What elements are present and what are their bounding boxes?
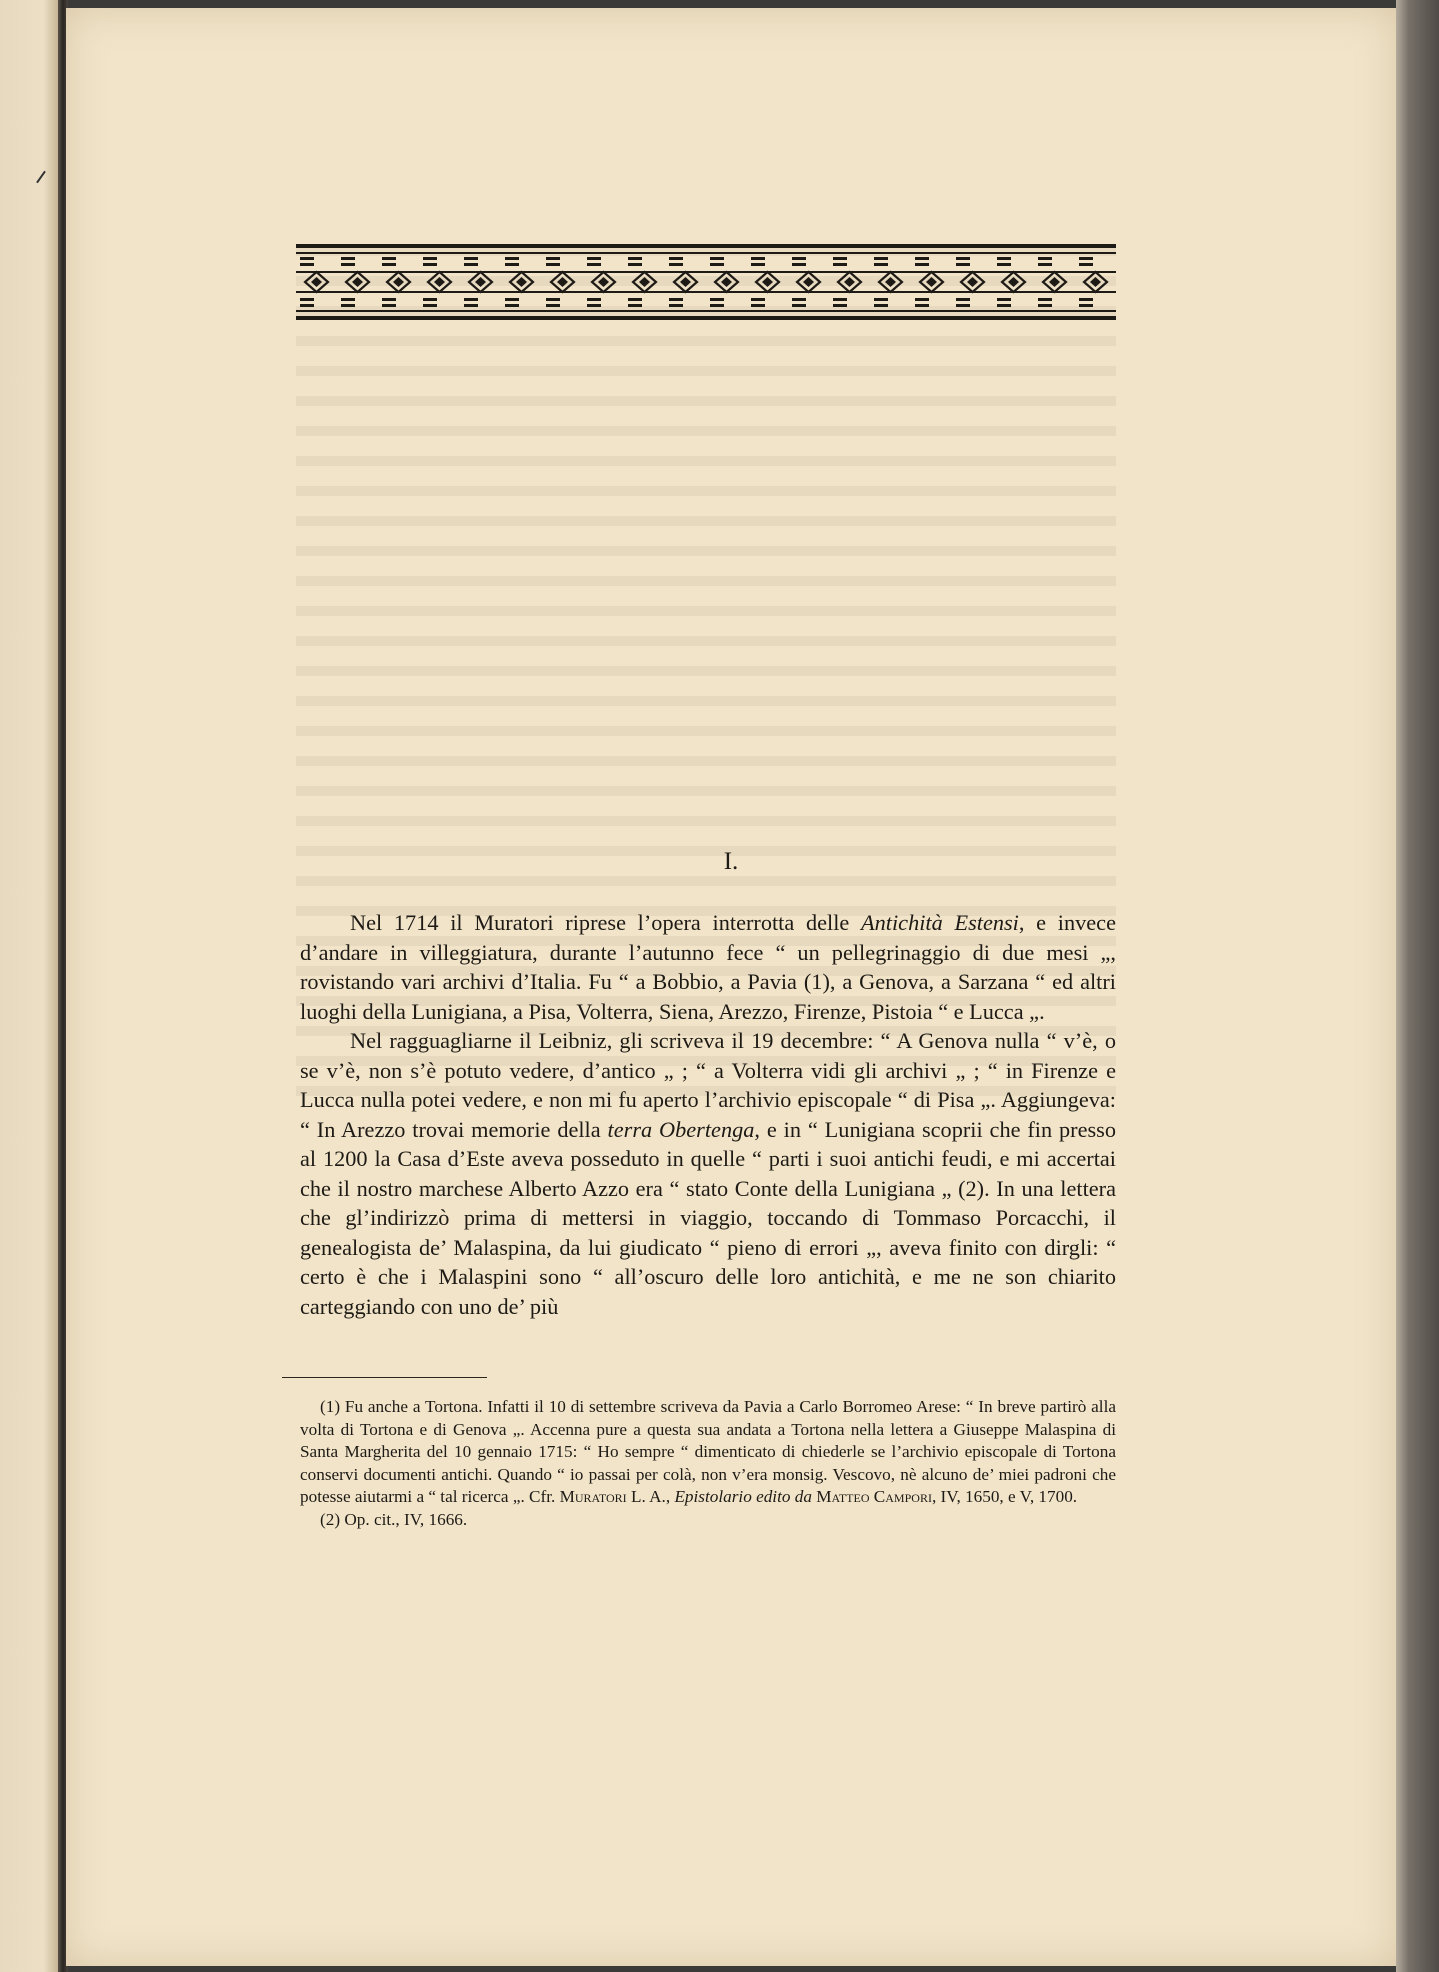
text-run: , e invece d’andare in villeggiatura, durante l’autunno fece “ un pellegrinaggio di due mesi „, rovistando vari archivi d’Italia. Fu “ a Bobbio, a Pavia (1), a Genova, a Sarzana “ ed altri luoghi della Lunigiana, a Pisa, Volterra, Siena, Arezzo, Firenze, Pistoia “ e Lucca „. <box>300 910 1116 1024</box>
paragraph <box>300 1026 1116 1321</box>
text-run: , e in “ Lunigiana scoprii che fin presso al 1200 la Casa d’Este aveva posseduto in quelle “ parti i suoi antichi feudi, e mi accertai che il nostro marchese Alberto Azzo era “ stato Conte della Lunigiana „ (2). In una lettera che gl’indirizzò prima di mettersi in viaggio, toccando di Tommaso Porcacchi, il genealogista de’ Malaspina, da lui giudicato “ pieno di errori „, aveva finito con dirgli: “ certo è che i Malaspini sono “ all’oscuro delle loro antichità, e me ne son chiarito carteggiando con uno de’ più <box>300 1116 1117 1319</box>
text-run: (2) Op. cit., IV, 1666. <box>320 1509 468 1529</box>
facing-page-edge <box>0 0 62 1972</box>
text-run: Nel ragguagliarne il Leibniz, gli scriveva il 19 decembre: “ A Genova nulla “ v’è, o se v’è, non s’è potuto vedere, d’antico „ ; “ a Volterra vidi gli archivi „ ; “ in Firenze e Lucca nulla potei vedere, e non mi fu aperto l’archivio episcopale “ di Pisa „. Aggiungeva: “ In Arezzo trovai memorie della <box>300 1028 1116 1142</box>
paragraph <box>300 908 1116 1026</box>
text-run: Nel 1714 il Muratori riprese l’opera interrotta delle <box>350 910 862 935</box>
footnote <box>300 1509 1116 1532</box>
footnote-rule <box>282 1377 487 1378</box>
section-number: I. <box>723 848 739 875</box>
text-run: , IV, 1650, e V, 1700. <box>931 1487 1078 1507</box>
text-run: (1) Fu anche a Tortona. Infatti il 10 di settembre scriveva da Pavia a Carlo Borromeo Arese: “ In breve partirò alla volta di Tortona e di Genova „. Accenna pure a questa sua andata a Tortona nella lettera a Giuseppe Malaspina di Santa Margherita del 10 gennaio 1715: “ Ho sempre “ dimenticato di chiederle se l’archivio episcopale di Tortona conservi documenti antichi. Quando “ io passai per colà, non v’era monsig. Vescovo, nè alcuno de’ miei padroni che potesse aiutarmi a “ tal ricerca „. Cfr. <box>300 1397 1116 1507</box>
page-stack-edge <box>1396 0 1439 1972</box>
book-page <box>66 8 1396 1966</box>
italic-text: terra Obertenga <box>607 1116 755 1142</box>
small-caps-text: Muratori <box>559 1487 627 1507</box>
ornamental-headpiece <box>296 244 1116 320</box>
italic-text: Antichità Estensi <box>861 910 1019 935</box>
footnote <box>300 1396 1116 1509</box>
body-text <box>300 908 1116 1321</box>
text-run: L. A., <box>626 1487 675 1507</box>
footnotes <box>300 1396 1116 1532</box>
italic-text: Epistolario edito da <box>674 1487 812 1507</box>
small-caps-text: Matteo Campori <box>816 1487 932 1507</box>
